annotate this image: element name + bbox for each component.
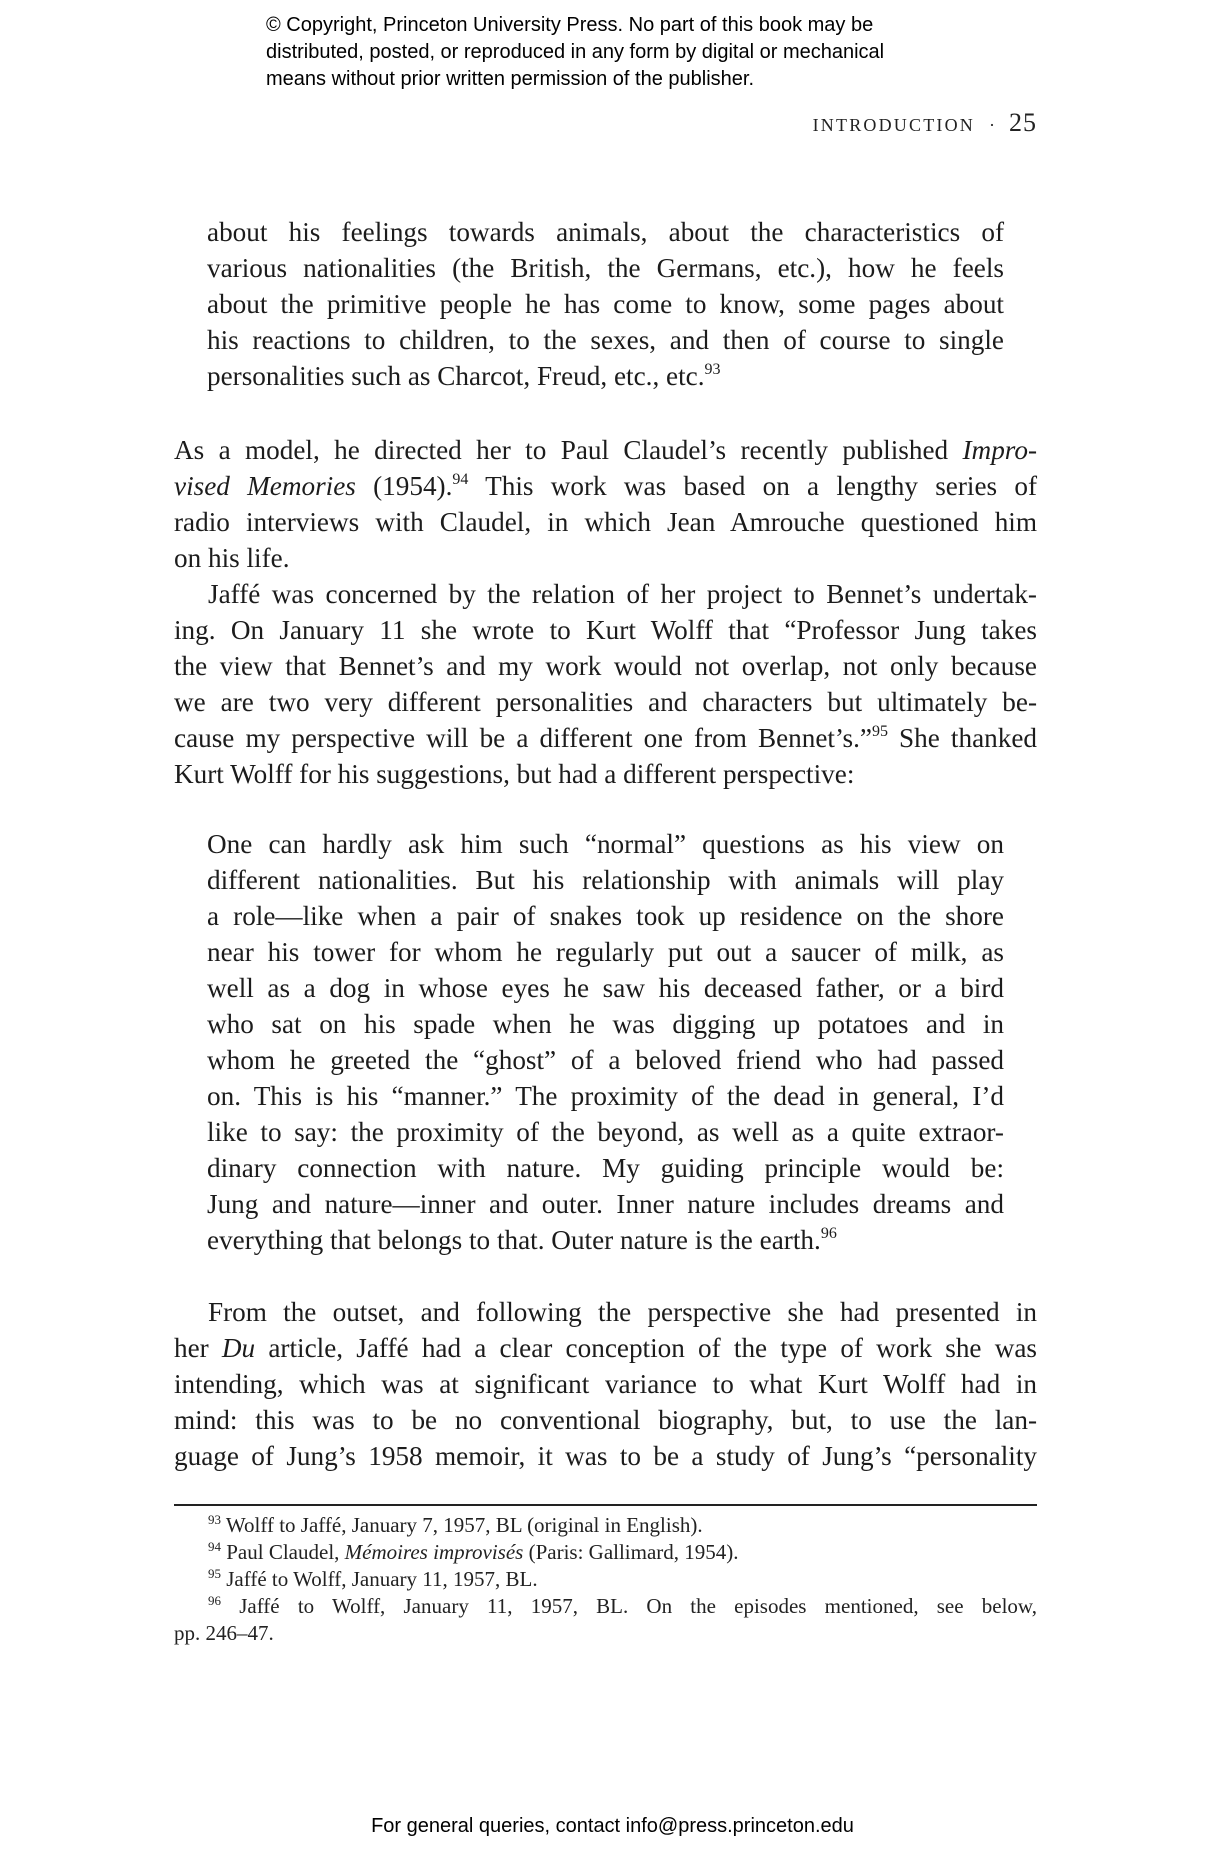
text-line: ing. On January 11 she wrote to Kurt Wolff that “Professor Jung takes [174, 615, 1037, 645]
text-line: on his life. [174, 543, 290, 573]
footnote-ref-94[interactable]: 94 [452, 471, 469, 488]
copyright-notice [266, 12, 1026, 93]
text-line: One can hardly ask him such “normal” questions as his view on [207, 829, 1004, 859]
text-line: her Du article, Jaffé had a clear conception of the type of work she was [174, 1333, 1037, 1363]
footnote-96-continued: pp. 246–47. [174, 1621, 274, 1645]
body-paragraph-2 [174, 1294, 1037, 1474]
text-line: guage of Jung’s 1958 memoir, it was to be a study of Jung’s “personality [174, 1441, 1037, 1471]
text-line: intending, which was at significant variance to what Kurt Wolff had in [174, 1369, 1037, 1399]
text-line: everything that belongs to that. Outer nature is the earth.$^{96}$ [207, 1225, 837, 1255]
body-paragraph-1 [174, 432, 1037, 792]
text-line: his reactions to children, to the sexes, and then of course to single [207, 325, 1004, 355]
text-line: a role—like when a pair of snakes took up residence on the shore [207, 901, 1004, 931]
footnotes [174, 1512, 1037, 1647]
separator: · [989, 115, 995, 135]
text-line: whom he greeted the “ghost” of a beloved friend who had passed [207, 1045, 1004, 1075]
text-line: different nationalities. But his relationship with animals will play [207, 865, 1004, 895]
text-line: From the outset, and following the perspective she had presented in [208, 1297, 1037, 1327]
chapter-title: INTRODUCTION [812, 115, 975, 135]
footnote-ref-93[interactable]: 93 [704, 361, 721, 378]
text-line: on. This is his “manner.” The proximity of the dead in general, I’d [207, 1081, 1004, 1111]
footnote-95: $^{95}$ Jaffé to Wolff, January 11, 1957, BL. [208, 1566, 538, 1591]
text-line: who sat on his spade when he was digging up potatoes and in [207, 1009, 1004, 1039]
text-line: radio interviews with Claudel, in which Jean Amrouche questioned him [174, 507, 1037, 537]
text-line: well as a dog in whose eyes he saw his deceased father, or a bird [207, 973, 1004, 1003]
text-line: about the primitive people he has come to know, some pages about [207, 289, 1004, 319]
text-line: Jung and nature—inner and outer. Inner nature includes dreams and [207, 1189, 1004, 1219]
block-quote-2 [207, 826, 1004, 1258]
footer-contact: For general queries, contact info@press.princeton.edu [371, 1815, 854, 1837]
text-line: Jaffé was concerned by the relation of her project to Bennet’s undertak- [208, 579, 1037, 609]
text-line: various nationalities (the British, the Germans, etc.), how he feels [207, 253, 1004, 283]
block-quote-1 [207, 214, 1004, 394]
footnote-94: $^{94}$ Paul Claudel, Mémoires improvisés (Paris: Gallimard, 1954). [208, 1539, 739, 1564]
copyright-line: means without prior written permission of the publisher. [266, 68, 755, 90]
copyright-line: distributed, posted, or reproduced in any form by digital or mechanical [266, 41, 885, 63]
text-line: Kurt Wolff for his suggestions, but had a different perspective: [174, 759, 855, 789]
text-line: mind: this was to be no conventional biography, but, to use the lan- [174, 1405, 1037, 1435]
footnote-96: $^{96}$ Jaffé to Wolff, January 11, 1957, BL. On the episodes mentioned, see below, [208, 1593, 1037, 1618]
text-line: cause my perspective will be a different one from Bennet’s.”$^{95}$ She thanked [174, 723, 1037, 753]
footnote-ref-95[interactable]: 95 [871, 723, 888, 740]
text-line: we are two very different personalities and characters but ultimately be- [174, 687, 1037, 717]
text-line: vised Memories (1954).$^{94}$ This work was based on a lengthy series of [174, 471, 1038, 501]
text-line: the view that Bennet’s and my work would not overlap, not only because [174, 651, 1037, 681]
text-line: near his tower for whom he regularly put out a saucer of milk, as [207, 937, 1004, 967]
footnote-rule [174, 1504, 1037, 1506]
page-number: 25 [1009, 108, 1037, 137]
text-line: about his feelings towards animals, about the characteristics of [207, 217, 1004, 247]
running-head [700, 108, 1037, 138]
footnote-93: $^{93}$ Wolff to Jaffé, January 7, 1957, BL (original in English). [208, 1512, 703, 1537]
text-line: personalities such as Charcot, Freud, etc., etc.$^{93}$ [207, 361, 721, 391]
text-line: dinary connection with nature. My guiding principle would be: [207, 1153, 1004, 1183]
text-line: As a model, he directed her to Paul Claudel’s recently published Impro- [174, 435, 1037, 465]
footnote-ref-96[interactable]: 96 [820, 1225, 837, 1242]
text-line: like to say: the proximity of the beyond, as well as a quite extraor- [207, 1117, 1004, 1147]
copyright-line: © Copyright, Princeton University Press. No part of this book may be [266, 14, 874, 36]
